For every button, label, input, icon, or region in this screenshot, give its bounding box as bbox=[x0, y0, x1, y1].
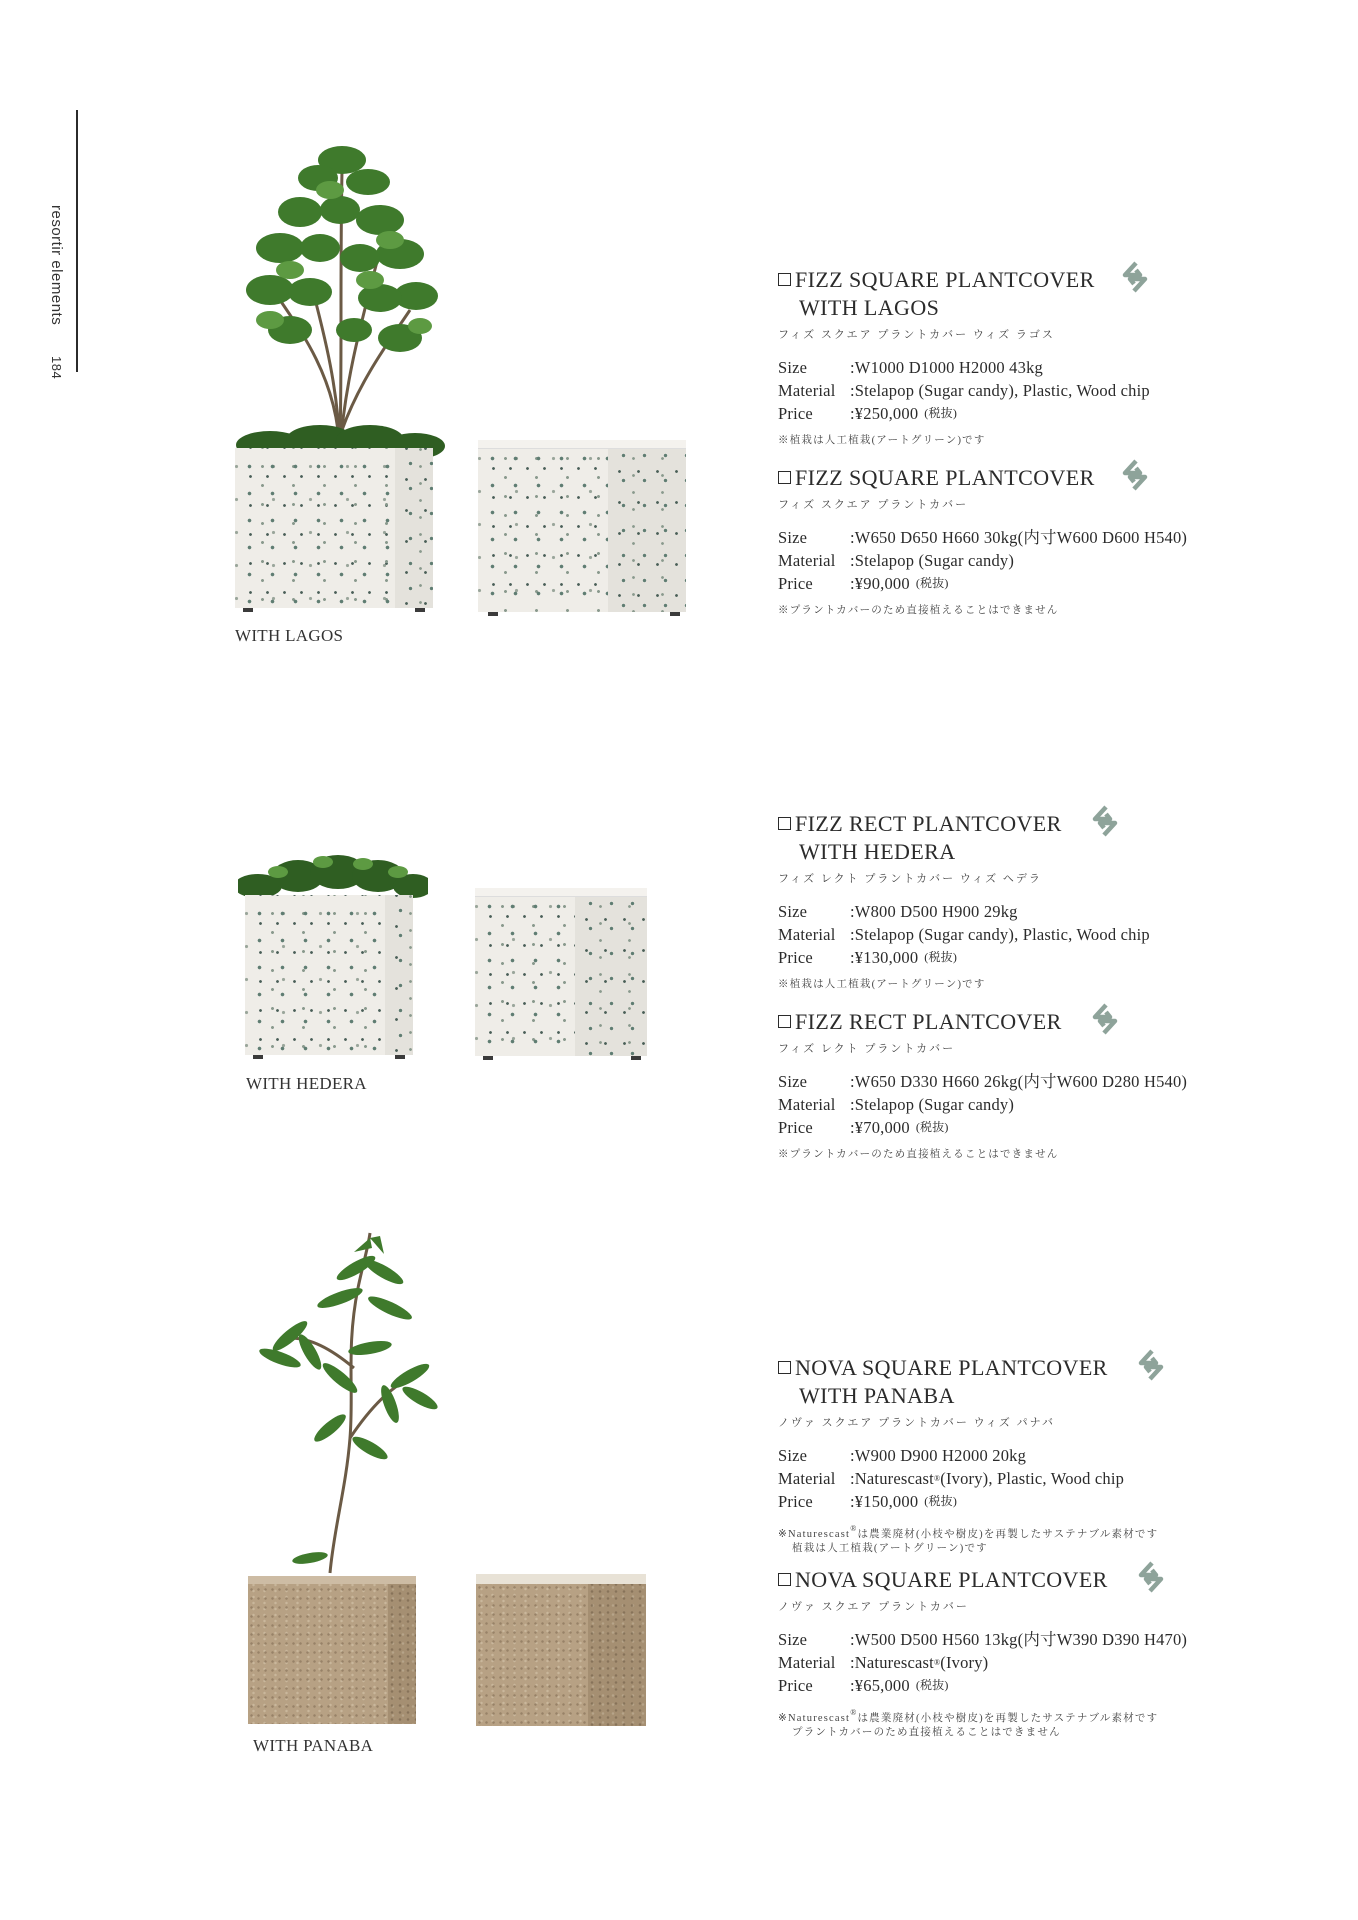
product-title: NOVA SQUARE PLANTCOVER bbox=[778, 1566, 1338, 1594]
lagos-planter bbox=[235, 448, 433, 608]
price-row: Price : ¥250,000 (税抜) bbox=[778, 404, 958, 423]
material-row: Material : Naturescast ® (Ivory), Plastic, Wood chip bbox=[778, 1469, 1125, 1488]
panaba-plant-image bbox=[250, 1228, 440, 1578]
product-kana: ノヴァ スクエア プラントカバー bbox=[778, 1601, 969, 1613]
lagos-plant-image bbox=[230, 130, 450, 460]
spec-fizz-rect-hedera bbox=[778, 810, 1338, 992]
spec-nova-square bbox=[778, 1566, 1338, 1740]
product-kana: ノヴァ スクエア プラントカバー ウィズ パナバ bbox=[778, 1417, 1056, 1429]
material-row: Material : Stelapop (Sugar candy), Plastic, Wood chip bbox=[778, 381, 1150, 400]
price-row: Price : ¥90,000 (税抜) bbox=[778, 574, 949, 593]
caption-with-hedera: WITH HEDERA bbox=[246, 1074, 367, 1093]
size-row: Size : W650 D650 H660 30kg(内寸W600 D600 H540) bbox=[778, 528, 1188, 547]
spec-fizz-square-lagos bbox=[778, 266, 1338, 448]
catalog-name: resortir elements bbox=[48, 205, 65, 326]
product-note: ※プラントカバーのため直接植えることはできません bbox=[778, 605, 1059, 616]
checkbox-square-icon bbox=[778, 1573, 791, 1586]
sustainable-arrows-icon bbox=[1134, 1560, 1168, 1594]
product-title: NOVA SQUARE PLANTCOVER WITH PANABA bbox=[778, 1354, 1338, 1410]
material-row: Material : Stelapop (Sugar candy), Plastic, Wood chip bbox=[778, 925, 1150, 944]
side-label bbox=[48, 205, 65, 379]
checkbox-square-icon bbox=[778, 273, 791, 286]
spec-fizz-square bbox=[778, 464, 1338, 618]
checkbox-square-icon bbox=[778, 1361, 791, 1374]
sustainable-arrows-icon bbox=[1134, 1348, 1168, 1382]
sustainable-arrows-icon bbox=[1118, 458, 1152, 492]
product-kana: フィズ スクエア プラントカバー bbox=[778, 499, 969, 511]
product-note: ※Naturescast®は農業廃材(小枝や樹皮)を再製したサステナブル素材です プラントカバーのため直接植えることはできません bbox=[778, 1708, 1159, 1738]
price-row: Price : ¥70,000 (税抜) bbox=[778, 1118, 949, 1137]
product-title: FIZZ SQUARE PLANTCOVER WITH LAGOS bbox=[778, 266, 1338, 322]
product-title: FIZZ RECT PLANTCOVER WITH HEDERA bbox=[778, 810, 1338, 866]
size-row: Size : W900 D900 H2000 20kg bbox=[778, 1446, 1027, 1465]
product-note: ※Naturescast®は農業廃材(小枝や樹皮)を再製したサステナブル素材です 植栽は人工植栽(アートグリーン)です bbox=[778, 1524, 1159, 1554]
side-rule bbox=[76, 110, 78, 372]
checkbox-square-icon bbox=[778, 1015, 791, 1028]
price-row: Price : ¥130,000 (税抜) bbox=[778, 948, 958, 967]
product-kana: フィズ レクト プラントカバー bbox=[778, 1043, 956, 1055]
caption-with-panaba: WITH PANABA bbox=[253, 1736, 374, 1755]
material-row: Material : Naturescast ® (Ivory) bbox=[778, 1653, 989, 1672]
size-row: Size : W1000 D1000 H2000 43kg bbox=[778, 358, 1043, 377]
nova-planter bbox=[476, 1574, 646, 1726]
size-row: Size : W650 D330 H660 26kg(内寸W600 D280 H540) bbox=[778, 1072, 1188, 1091]
checkbox-square-icon bbox=[778, 471, 791, 484]
product-note: ※植栽は人工植栽(アートグリーン)です bbox=[778, 979, 986, 990]
caption-with-lagos: WITH LAGOS bbox=[235, 626, 344, 645]
product-note: ※植栽は人工植栽(アートグリーン)です bbox=[778, 435, 986, 446]
page-number: 184 bbox=[49, 355, 64, 380]
sustainable-arrows-icon bbox=[1088, 1002, 1122, 1036]
rect-planter bbox=[475, 888, 647, 1056]
panaba-planter bbox=[248, 1576, 416, 1724]
sustainable-arrows-icon bbox=[1088, 804, 1122, 838]
product-kana: フィズ レクト プラントカバー ウィズ ヘデラ bbox=[778, 873, 1042, 885]
product-title: FIZZ SQUARE PLANTCOVER bbox=[778, 464, 1338, 492]
product-title: FIZZ RECT PLANTCOVER bbox=[778, 1008, 1338, 1036]
sustainable-arrows-icon bbox=[1118, 260, 1152, 294]
material-row: Material : Stelapop (Sugar candy) bbox=[778, 551, 1015, 570]
material-row: Material : Stelapop (Sugar candy) bbox=[778, 1095, 1015, 1114]
size-row: Size : W800 D500 H900 29kg bbox=[778, 902, 1018, 921]
square-planter bbox=[478, 440, 686, 612]
hedera-plant-image bbox=[238, 842, 428, 902]
price-row: Price : ¥150,000 (税抜) bbox=[778, 1492, 958, 1511]
product-note: ※プラントカバーのため直接植えることはできません bbox=[778, 1149, 1059, 1160]
product-kana: フィズ スクエア プラントカバー ウィズ ラゴス bbox=[778, 329, 1055, 341]
price-row: Price : ¥65,000 (税抜) bbox=[778, 1676, 949, 1695]
hedera-planter bbox=[245, 895, 413, 1055]
checkbox-square-icon bbox=[778, 817, 791, 830]
spec-nova-square-panaba bbox=[778, 1354, 1338, 1556]
spec-fizz-rect bbox=[778, 1008, 1338, 1162]
size-row: Size : W500 D500 H560 13kg(内寸W390 D390 H470) bbox=[778, 1630, 1188, 1649]
